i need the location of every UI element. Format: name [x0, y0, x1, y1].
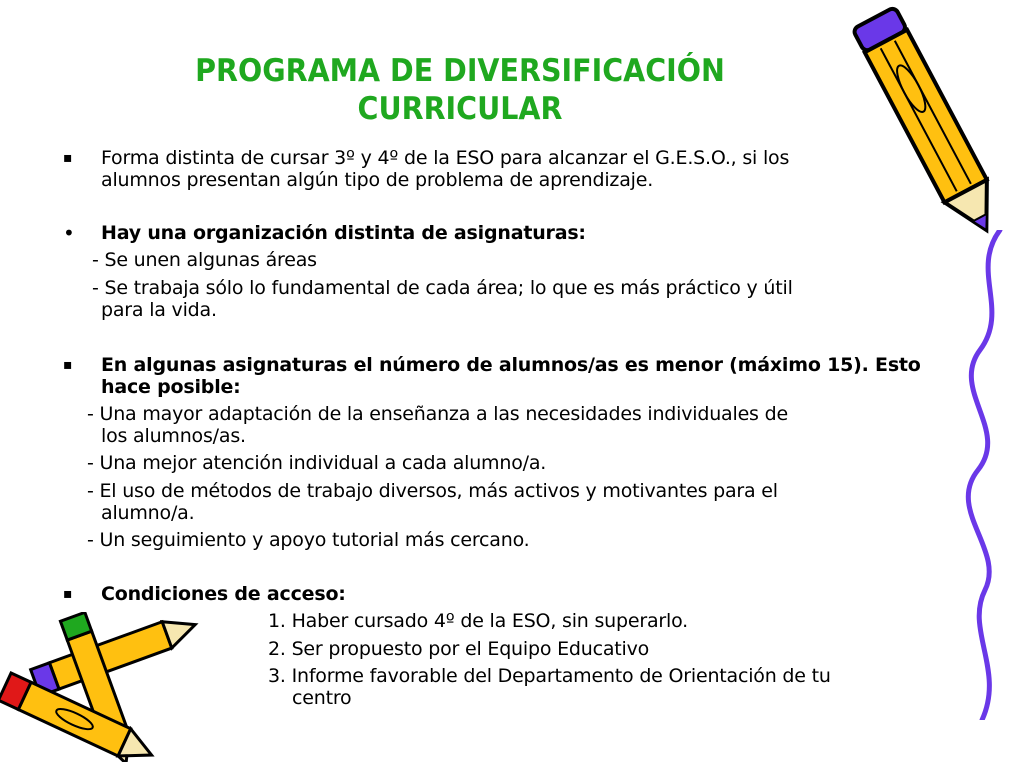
item4-cond3-line1: 3. Informe favorable del Departamento de Orientación de tu	[268, 665, 831, 687]
pencil-group-icon	[0, 612, 210, 762]
item4-cond2: 2. Ser propuesto por el Equipo Educativo	[268, 638, 650, 660]
square-bullet-icon: ▪	[63, 150, 73, 166]
squiggle-line-icon	[960, 230, 1020, 720]
item3-heading-line1: En algunas asignaturas el número de alumnos/as es menor (máximo 15). Esto	[101, 354, 921, 376]
item2-heading: Hay una organización distinta de asignaturas:	[101, 222, 586, 244]
slide-title-line-2: CURRICULAR	[357, 91, 563, 127]
item1-line1: Forma distinta de cursar 3º y 4º de la ESO para alcanzar el G.E.S.O., si los	[101, 147, 790, 169]
item2-sub2-line1: - Se trabaja sólo lo fundamental de cada área; lo que es más práctico y útil	[92, 277, 793, 299]
item3-sub4: - Un seguimiento y apoyo tutorial más cercano.	[87, 529, 530, 551]
item2-sub2-line2: para la vida.	[101, 299, 217, 321]
item2-sub1: - Se unen algunas áreas	[92, 249, 317, 271]
item3-sub3-line2: alumno/a.	[101, 502, 195, 524]
slide-title	[129, 52, 791, 128]
item3-sub1-line2: los alumnos/as.	[101, 425, 246, 447]
square-bullet-icon: ▪	[63, 357, 73, 373]
item4-cond3-line2: centro	[292, 687, 352, 709]
item4-cond1: 1. Haber cursado 4º de la ESO, sin superarlo.	[268, 610, 689, 632]
pencil-icon	[852, 2, 1002, 247]
item3-sub2: - Una mejor atención individual a cada alumno/a.	[87, 452, 547, 474]
item1-line2: alumnos presentan algún tipo de problema de aprendizaje.	[101, 169, 654, 191]
slide-title-line-1: PROGRAMA DE DIVERSIFICACIÓN	[195, 53, 725, 89]
item3-heading-line2: hace posible:	[101, 376, 241, 398]
item3-sub3-line1: - El uso de métodos de trabajo diversos, más activos y motivantes para el	[87, 480, 778, 502]
item3-sub1-line1: - Una mayor adaptación de la enseñanza a las necesidades individuales de	[87, 403, 788, 425]
item4-heading: Condiciones de acceso:	[101, 583, 346, 605]
square-bullet-icon: ▪	[63, 586, 73, 602]
round-bullet-icon: •	[63, 221, 75, 245]
